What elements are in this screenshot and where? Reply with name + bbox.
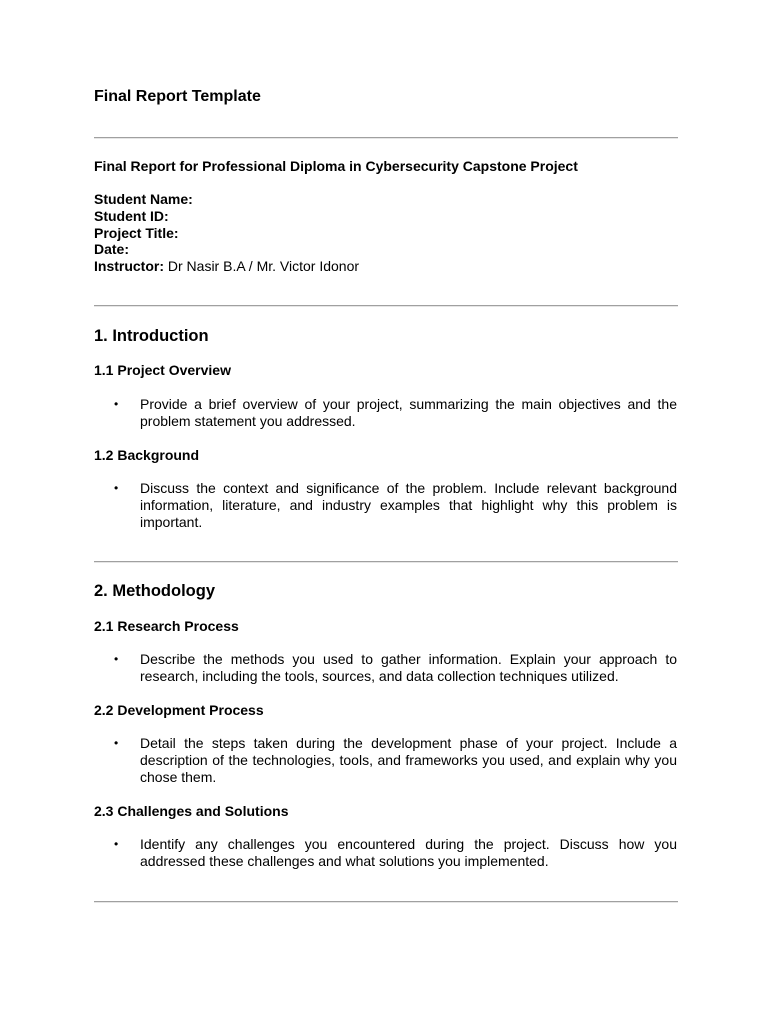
list-item-text: Discuss the context and significance of the problem. Include relevant background information, literature, and industry examples that highlight why this problem is important. [140,480,677,530]
student-id-label: Student ID: [94,207,169,224]
date-label: Date: [94,241,130,258]
bullet-icon: • [114,481,119,495]
list-item [114,480,677,530]
horizontal-rule [94,901,678,903]
student-info-block [94,191,359,275]
list-item [114,651,677,685]
horizontal-rule [94,137,678,139]
list-item [114,396,677,430]
bullet-icon: • [114,837,119,851]
subsection-heading-background: 1.2 Background [94,447,200,463]
project-title-label: Project Title: [94,224,179,241]
instructor-value: Dr Nasir B.A / Mr. Victor Idonor [164,258,360,275]
list-item [114,735,677,785]
list-item [114,836,677,870]
report-subtitle: Final Report for Professional Diploma in Cybersecurity Capstone Project [94,158,578,174]
section-heading-introduction: 1. Introduction [94,327,209,345]
section-heading-methodology: 2. Methodology [94,582,215,600]
subsection-heading-challenges-solutions: 2.3 Challenges and Solutions [94,803,289,819]
document-title: Final Report Template [94,88,261,105]
subsection-heading-research-process: 2.1 Research Process [94,618,239,634]
list-item-text: Describe the methods you used to gather information. Explain your approach to research, including the tools, sources, and data collection techniques utilized. [140,651,677,684]
instructor-row [94,258,359,275]
horizontal-rule [94,561,678,563]
horizontal-rule [94,305,678,307]
student-name-label: Student Name: [94,191,193,207]
list-item-text: Provide a brief overview of your project, summarizing the main objectives and the problem statement you addressed. [140,396,677,429]
instructor-label: Instructor: [94,258,164,275]
bullet-icon: • [114,652,119,666]
list-item-text: Detail the steps taken during the development phase of your project. Include a description of the technologies, tools, and frameworks you used, and explain why you chose them. [140,735,677,785]
subsection-heading-project-overview: 1.1 Project Overview [94,362,231,378]
bullet-icon: • [114,736,119,750]
bullet-icon: • [114,397,119,411]
subsection-heading-development-process: 2.2 Development Process [94,702,264,718]
list-item-text: Identify any challenges you encountered during the project. Discuss how you addressed these challenges and what solutions you implemented. [140,836,677,869]
